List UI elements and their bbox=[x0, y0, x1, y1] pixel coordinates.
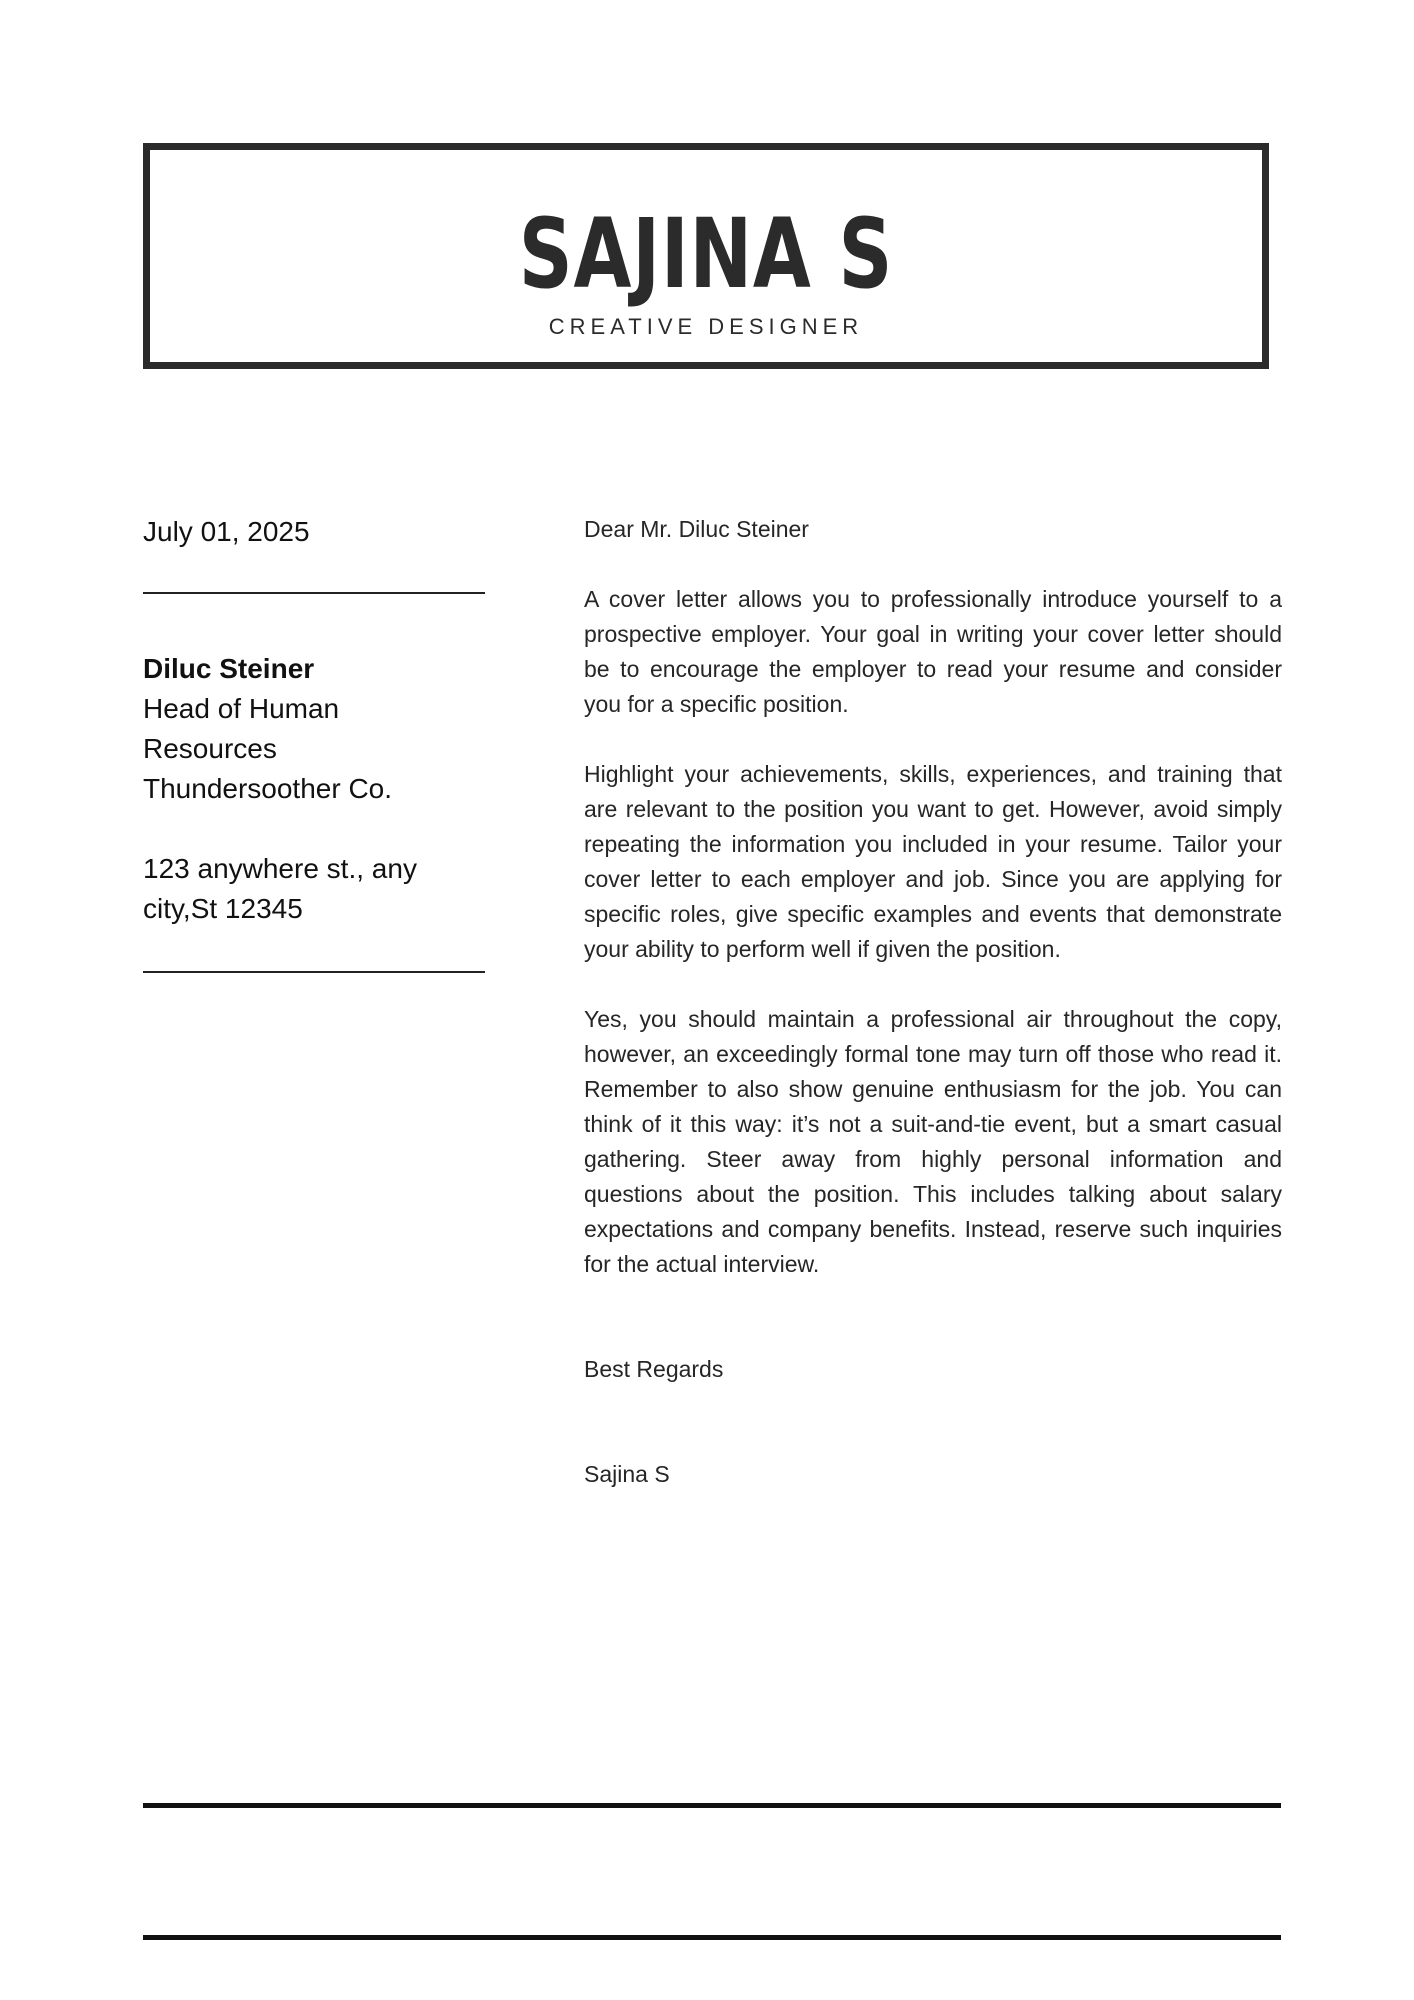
letter-body bbox=[584, 512, 1282, 1492]
applicant-role: CREATIVE DESIGNER bbox=[548, 314, 864, 339]
divider bbox=[143, 971, 485, 973]
recipient-block bbox=[143, 649, 485, 929]
header-box bbox=[143, 143, 1269, 369]
salutation: Dear Mr. Diluc Steiner bbox=[584, 516, 809, 542]
paragraph: Yes, you should maintain a professional air throughout the copy, however, an exceedingly formal tone may turn off those who read it. Remember to also show genuine enthusiasm for the job. You can think of it this way: it’s not a suit-and-tie event, but a smart casual gathering. Steer away from highly personal information and questions about the position. This includes talking about salary expectations and company benefits. Instead, reserve such inquiries for the actual interview. bbox=[584, 1006, 1282, 1277]
recipient-address-line1: 123 anywhere st., any bbox=[143, 853, 417, 884]
recipient-address-line2: city,St 12345 bbox=[143, 893, 303, 924]
paragraph: A cover letter allows you to professionally introduce yourself to a prospective employer. Your goal in writing your cover letter should be to encourage the employer to read your resume and consider you for a specific position. bbox=[584, 586, 1282, 717]
recipient-title-line1: Head of Human bbox=[143, 693, 340, 724]
recipient-company: Thundersoother Co. bbox=[143, 773, 393, 804]
closing: Best Regards bbox=[584, 1356, 724, 1382]
recipient-sidebar bbox=[143, 512, 485, 973]
recipient-title-line2: Resources bbox=[143, 733, 277, 764]
recipient-name: Diluc Steiner bbox=[143, 653, 315, 684]
paragraph: Highlight your achievements, skills, experiences, and training that are relevant to the position you want to get. However, avoid simply repeating the information you included in your resume. Tailor your cover letter to each employer and job. Since you are applying for specific roles, give specific examples and events that demonstrate your ability to perform well if given the position. bbox=[584, 761, 1282, 962]
applicant-name: SAJINA S bbox=[518, 198, 894, 310]
footer-rule-bottom bbox=[143, 1935, 1281, 1940]
footer-rule-top bbox=[143, 1803, 1281, 1808]
divider bbox=[143, 592, 485, 594]
signature: Sajina S bbox=[584, 1461, 670, 1487]
letter-date: July 01, 2025 bbox=[143, 516, 310, 547]
